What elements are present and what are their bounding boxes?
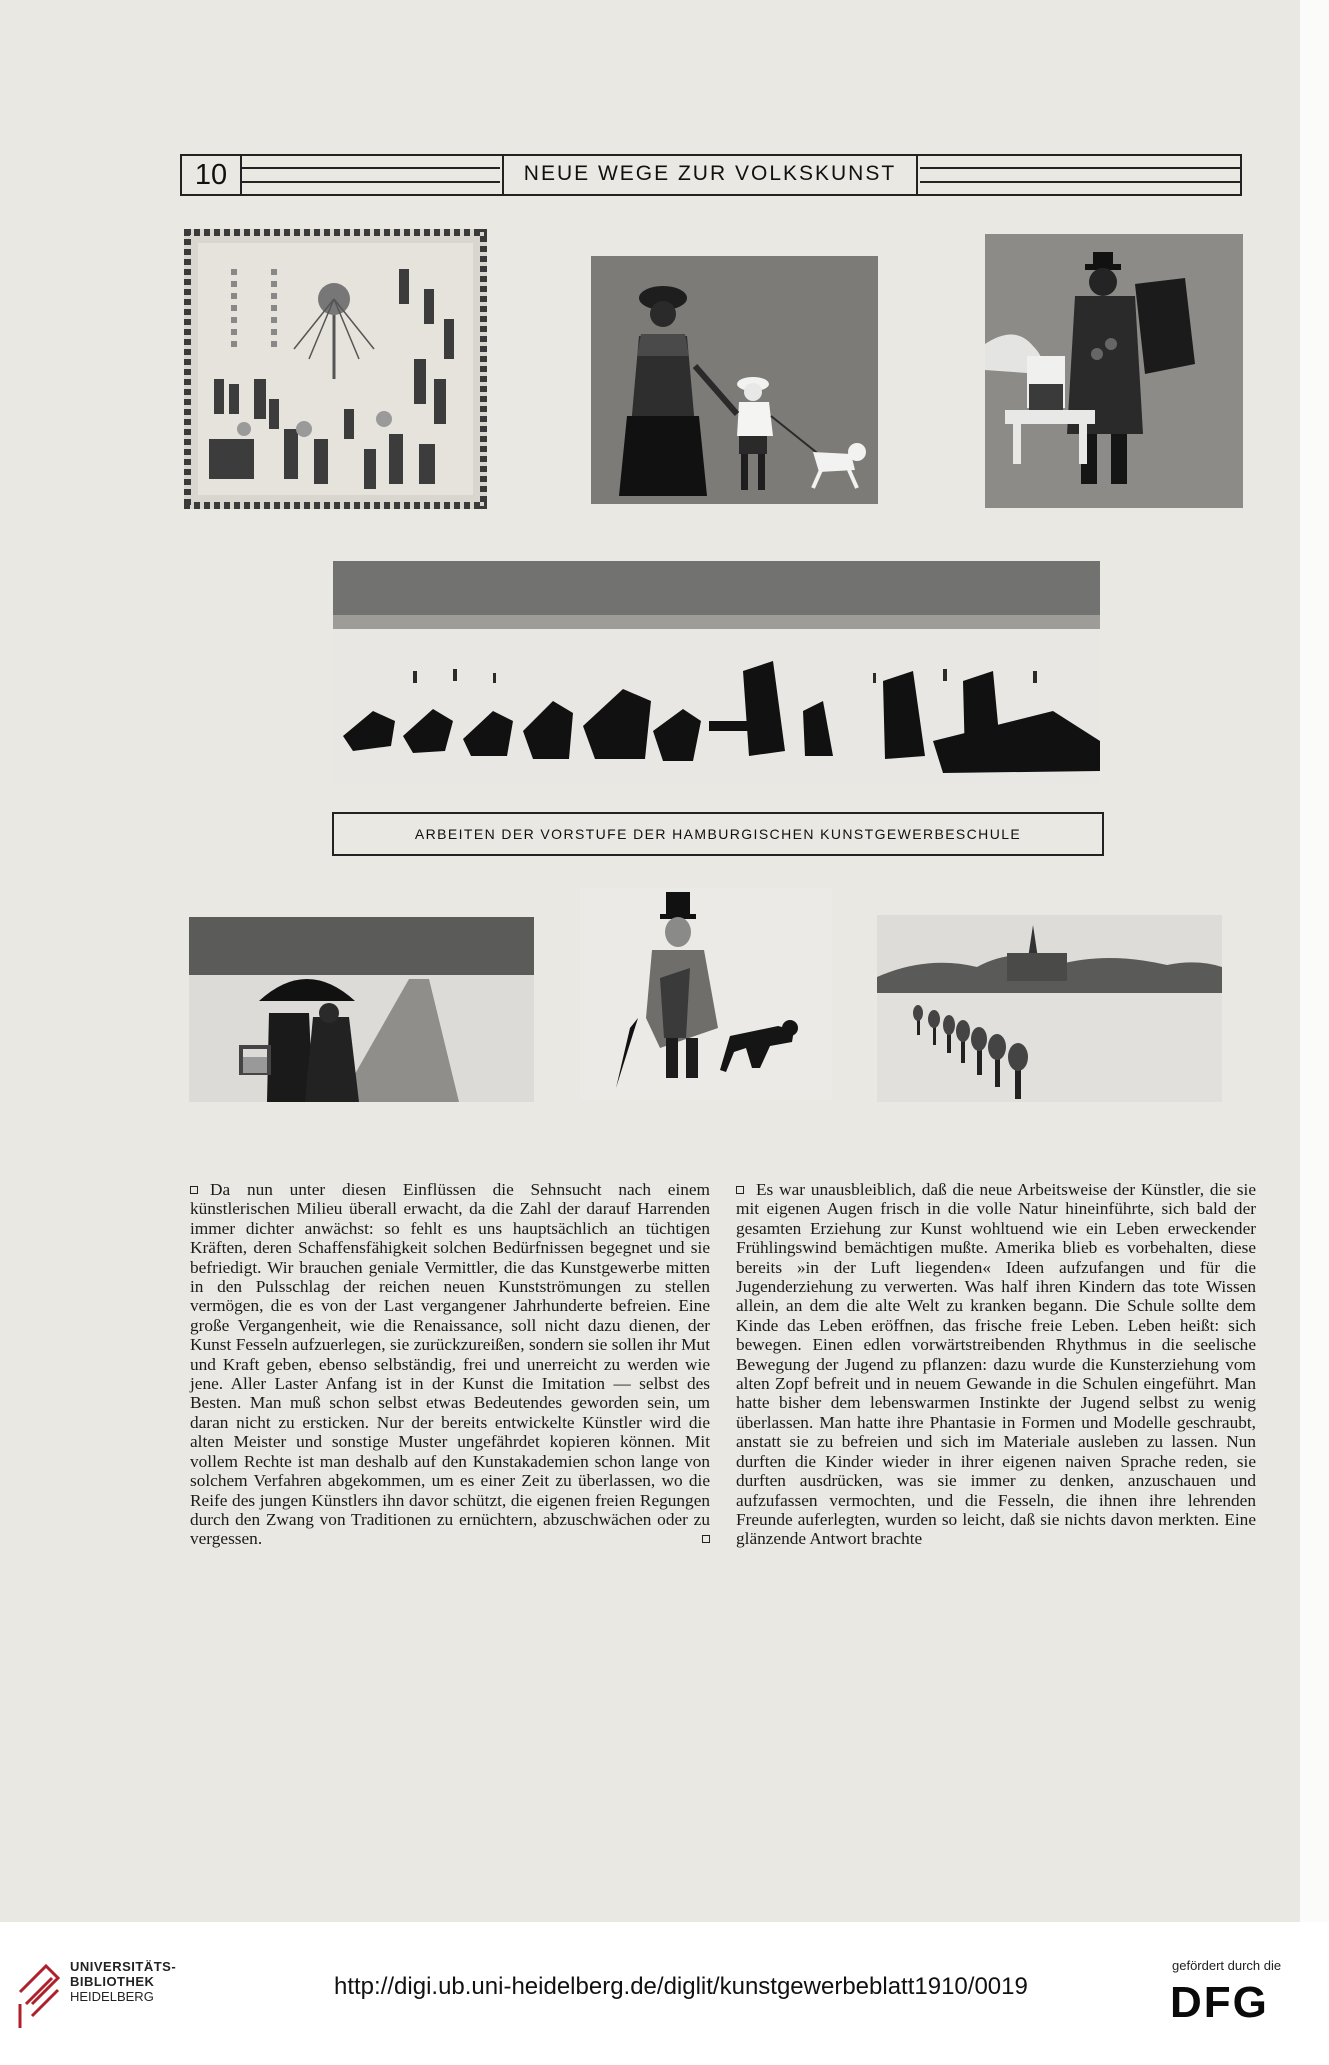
library-line-1: UNIVERSITÄTS- <box>70 1959 177 1974</box>
paragraph <box>190 1180 710 1549</box>
source-url[interactable]: http://digi.ub.uni-heidelberg.de/diglit/kunstgewerbeblatt1910/0019 <box>334 1973 1028 2000</box>
ub-heidelberg-logo-icon <box>16 1952 62 2030</box>
paragraph <box>736 1180 1256 1549</box>
paragraph-mark-icon <box>190 1186 198 1194</box>
illustration-couple-umbrella <box>189 917 534 1102</box>
running-title: NEUE WEGE ZUR VOLKSKUNST <box>502 154 918 196</box>
end-mark-icon <box>702 1535 710 1543</box>
illustration-ice-skaters <box>333 561 1100 784</box>
library-line-2: BIBLIOTHEK <box>70 1974 155 1989</box>
figure-caption: ARBEITEN DER VORSTUFE DER HAMBURGISCHEN KUNSTGEWERBESCHULE <box>332 812 1104 856</box>
text-column-right <box>736 1180 1256 1549</box>
paragraph-text: Es war unausbleiblich, daß die neue Arbeitsweise der Künstler, die sie mit eigenen Augen frisch in die volle Natur hineinführte, sich bald der gesamten Erziehung zur Kunst wohltuend wie ein Leben erweckender Frühlingswind bemächtigen mußte. Amerika blieb es vorbehalten, diese bereits »in der Luft liegenden« Ideen aufzufangen und für die Jugenderziehung zu verwerten. Was half ihren Kindern das tote Wissen allein, an dem die alte Welt zu kranken begann. Die Schule sollte dem Kinde das Leben eröffnen, das frische freie Leben. Leben heißt: sich bewegen. Einen edlen vorwärtstreibenden Rhythmus in die seelische Bewegung der Jugend zu pflanzen: dazu wurde die Kunsterziehung vom alten Zopf befreit und in neuem Gewande in die Schulen eingeführt. Man hatte bisher dem lebenswarmen Instinkte der Jugend selbst zu wenig überlassen. Man hatte ihre Phantasie in Formen und Modelle geschraubt, anstatt sie zu befreien und sich im Materiale ausleben zu lassen. Nun durften die Kinder wieder in ihrer eigenen naiven Sprache reden, sie durften ausdrücken, was sie immer zu denken, anzuschauen und aufzufassen vermochten, und die Fesseln, die ihnen ihre lehrenden Freunde auferlegten, wurden so leicht, daß sie nichts davon merkten. Eine glänzende Antwort brachte <box>736 1180 1256 1549</box>
library-name <box>70 1959 176 2004</box>
dfg-logo: DFG <box>1170 1978 1269 2027</box>
header-rule-right <box>920 167 1240 183</box>
illustration-man-top-hat-dog <box>580 888 832 1100</box>
illustration-mother-child-dog <box>591 256 878 504</box>
illustration-maypole-fair <box>184 229 487 509</box>
library-line-3: HEIDELBERG <box>70 1989 154 2004</box>
footer <box>0 1922 1329 2065</box>
text-column-left <box>190 1180 710 1549</box>
page-number: 10 <box>182 156 242 194</box>
illustration-village-avenue <box>877 915 1222 1102</box>
sponsor-text: gefördert durch die <box>1172 1958 1282 1973</box>
illustration-man-steaming-pot <box>985 234 1243 508</box>
paragraph-mark-icon <box>736 1186 744 1194</box>
header-rule-left <box>242 167 500 183</box>
running-header <box>180 154 1242 196</box>
scan-edge <box>1300 0 1329 1922</box>
paragraph-text: Da nun unter diesen Einflüssen die Sehnsucht nach einem künstlerischen Milieu überall erwacht, da die Zahl der darauf Harrenden immer dichter anwächst: so fehlt es uns hauptsächlich an tüchtigen Kräften, deren Schaffensfähigkeit solchen Bedürfnissen begegnet und sie befriedigt. Wir brauchen geniale Vermittler, die das Kunstgewerbe mitten in den Pulsschlag der reichen neuen Kunstströmungen zu stellen vermögen, die es von der Last vergangener Jahrhunderte befreien. Eine große Vergangenheit, wie die Renaissance, soll nicht dazu dienen, der Kunst Fesseln aufzuerlegen, sie zurückzureißen, sondern sie sollen ihr Mut und Kraft geben, ebenso selbständig, frei und unerreicht zu werden wie jene. Aller Laster Anfang ist in der Kunst die Imitation — selbst des Besten. Man muß schon selbst etwas Bedeutendes geworden sein, um daran nicht zu ersticken. Nur der bereits entwickelte Künstler wird die alten Meister und sonstige Muster ungefährdet kopieren können. Mit vollem Rechte ist man deshalb auf den Kunstakademien schon lange von solchem Verfahren abgekommen, um es einer Zeit zu überlassen, wo die Reife des jungen Künstlers ihn davor schützt, die eigenen freien Regungen durch den Zwang von Traditionen zu ernüchtern, abzuschwächen oder zu vergessen. <box>190 1180 710 1549</box>
